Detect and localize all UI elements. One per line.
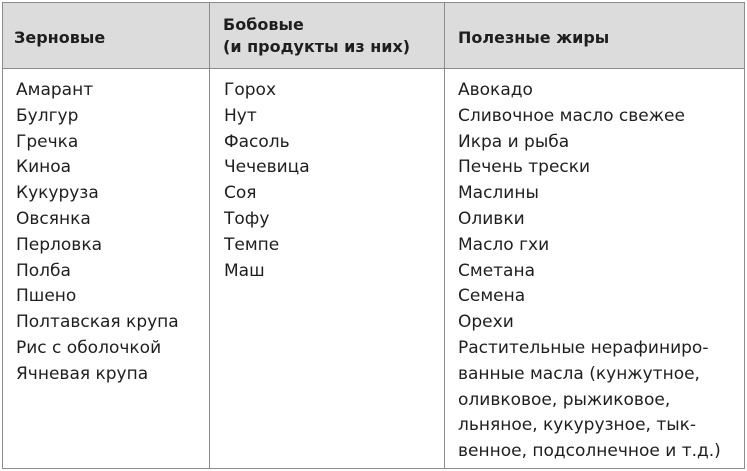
list-item: Полтавская крупа [16,312,179,333]
list-item: Масло гхи [458,234,550,255]
list-item: льняное, кукурузное, тык- [458,415,697,436]
list-item: Нут [224,105,257,126]
list-item: Ячневая крупа [16,363,149,384]
list-item: Пшено [16,286,77,307]
fats-list [458,78,721,465]
header-fats [458,27,609,49]
list-item: Темпе [224,234,280,255]
list-item: Чечевица [224,157,310,178]
list-item: Сметана [458,260,536,281]
list-item: Растительные нерафиниро- [458,337,709,358]
legumes-list [224,78,310,284]
list-item: Печень трески [458,157,591,178]
list-item: Оливки [458,208,525,229]
list-item: Фасоль [224,131,290,152]
column-divider [209,3,210,468]
list-item: Тофу [224,208,270,229]
list-item: Сливочное масло свежее [458,105,685,126]
header-grains [14,27,105,49]
header-fats-label: Полезные жиры [458,28,610,47]
list-item: ванные масла (кунжутное, [458,363,700,384]
food-table [2,2,745,469]
list-item: Булгур [16,105,79,126]
list-item: Маш [224,260,265,281]
list-item: венное, подсолнечное и т.д.) [458,441,721,462]
list-item: Авокадо [458,80,533,100]
list-item: Амарант [16,80,94,100]
list-item: Полба [16,260,71,281]
header-legumes [223,14,410,58]
header-grains-label: Зерновые [14,28,106,47]
header-legumes-label: Бобовые [223,15,304,34]
header-legumes-sublabel: (и продукты из них) [223,37,411,56]
list-item: Кукуруза [16,183,99,204]
list-item: оливковое, рыжиковое, [458,389,671,410]
list-item: Орехи [458,312,514,333]
list-item: Гречка [16,131,79,152]
list-item: Горох [224,80,277,100]
grains-list [16,78,179,388]
list-item: Маслины [458,183,539,204]
list-item: Рис с оболочкой [16,337,162,358]
column-divider [444,3,445,468]
list-item: Соя [224,183,257,204]
list-item: Семена [458,286,526,307]
list-item: Перловка [16,234,103,255]
list-item: Икра и рыба [458,131,570,152]
list-item: Киноа [16,157,72,178]
list-item: Овсянка [16,208,91,229]
